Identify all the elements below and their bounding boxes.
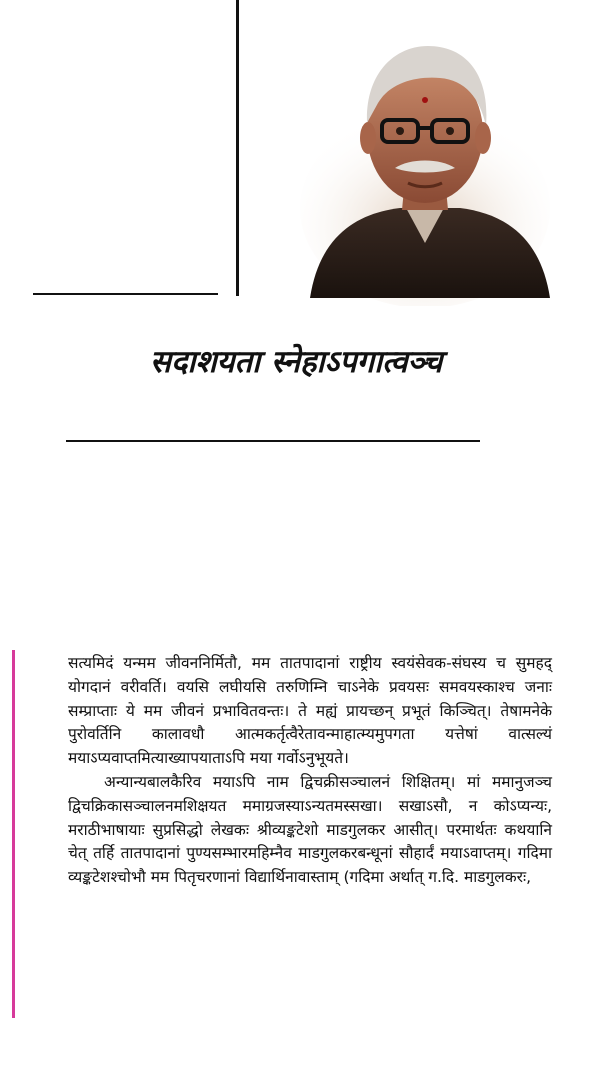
short-horizontal-rule <box>33 293 218 295</box>
paragraph-2: अन्यान्यबालकैरिव मयाऽपि नाम द्विचक्रीसञ्चालनं शिक्षितम्। मां ममानुजञ्च द्विचक्रिकासञ्चालनमशिक्षयत ममाग्रजस्याऽन्यतमस्सखा। सखाऽसौ, न कोऽप्यन्यः, मराठीभाषायाः सुप्रसिद्धो लेखकः श्रीव्यङ्कटेशो माडगुलकर आसीत्। परमार्थतः कथयानि चेत् तर्हि तातपादानां पुण्यसम्भारमहिम्नैव माडगुलकरबन्धूनां सौहार्दं मयाऽवाप्तम्। गदिमा व्यङ्कटेशश्चोभौ मम पितृचरणानां विद्यार्थिनावास्ताम् (गदिमा अर्थात् ग.दि. माडगुलकरः, <box>68 772 552 887</box>
article-body <box>68 652 552 890</box>
long-horizontal-rule <box>66 440 480 442</box>
article-title: सदाशयता स्नेहाऽपगात्वञ्च <box>150 344 443 380</box>
portrait-photo-icon <box>300 28 550 306</box>
vertical-divider <box>236 0 239 296</box>
paragraph-1: सत्यमिदं यन्मम जीवननिर्मितौ, मम तातपादानां राष्ट्रीय स्वयंसेवक-संघस्य च सुमहद् योगदानं वरीवर्ति। वयसि लघीयसि तरुणिम्नि चाऽनेके प्रवयसः समवयस्काश्च जनाः सम्प्राप्ताः ये मम जीवनं प्रभावितवन्तः। ते मह्यं प्रायच्छन् प्रभूतं किञ्चित्। तेषामनेके पुरोवर्तिनि कालावधौ आत्मकर्तृत्वैरेतावन्माहात्म्यमुपगता यत्तेषां वात्सल्यं मयाऽप्यवाप्तमित्याख्यापयाताऽपि मया गर्वोऽनुभूयते। <box>68 654 552 768</box>
accent-side-bar <box>12 650 15 1018</box>
